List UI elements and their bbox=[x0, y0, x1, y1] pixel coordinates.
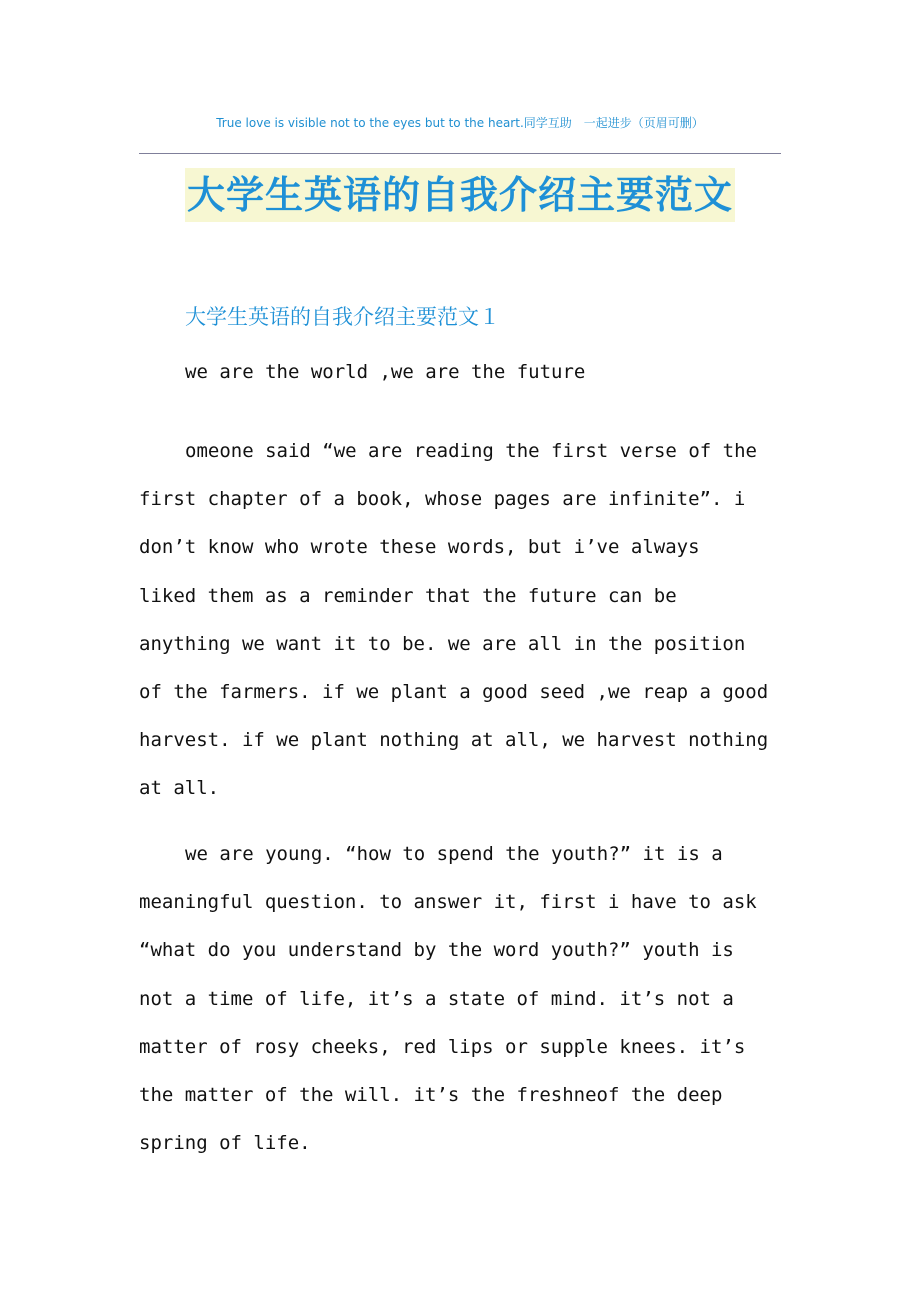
paragraph-line: meaningful question. to answer it, first i have to ask bbox=[139, 891, 757, 914]
paragraph-line: harvest. if we plant nothing at all, we harvest nothing bbox=[139, 729, 769, 752]
section-heading: 大学生英语的自我介绍主要范文１ bbox=[185, 305, 500, 329]
paragraph-line: anything we want it to be. we are all in the position bbox=[139, 632, 746, 655]
paragraph-3 bbox=[139, 830, 781, 1167]
paragraph-line: spring of life. bbox=[139, 1132, 311, 1155]
paragraph-line: the matter of the will. it’s the freshneof the deep bbox=[139, 1084, 723, 1107]
paragraph-line: not a time of life, it’s a state of mind. it’s not a bbox=[139, 987, 734, 1010]
paragraph-line: liked them as a reminder that the future can be bbox=[139, 584, 677, 607]
paragraph-line: we are the world ,we are the future bbox=[185, 361, 586, 383]
paragraph-line: of the farmers. if we plant a good seed ,we reap a good bbox=[139, 681, 769, 704]
paragraph-line: at all. bbox=[139, 777, 220, 800]
header-divider bbox=[139, 153, 781, 154]
paragraph-line: “what do you understand by the word youth?” youth is bbox=[139, 939, 734, 962]
paragraph-line: don’t know who wrote these words, but i’ve always bbox=[139, 536, 700, 559]
paragraph-line: we are young. “how to spend the youth?” it is a bbox=[185, 843, 723, 865]
title-container bbox=[0, 168, 920, 222]
paragraph-line: matter of rosy cheeks, red lips or supple knees. it’s bbox=[139, 1035, 746, 1058]
paragraph-1 bbox=[139, 361, 781, 383]
page-header-text: True love is visible not to the eyes but to the heart.同学互助 一起进步（页眉可删） bbox=[216, 116, 704, 130]
document-title: 大学生英语的自我介绍主要范文 bbox=[185, 168, 735, 222]
paragraph-line: omeone said “we are reading the first verse of the bbox=[185, 440, 757, 462]
paragraph-line: first chapter of a book, whose pages are infinite”. i bbox=[139, 488, 746, 511]
paragraph-2 bbox=[139, 427, 781, 813]
